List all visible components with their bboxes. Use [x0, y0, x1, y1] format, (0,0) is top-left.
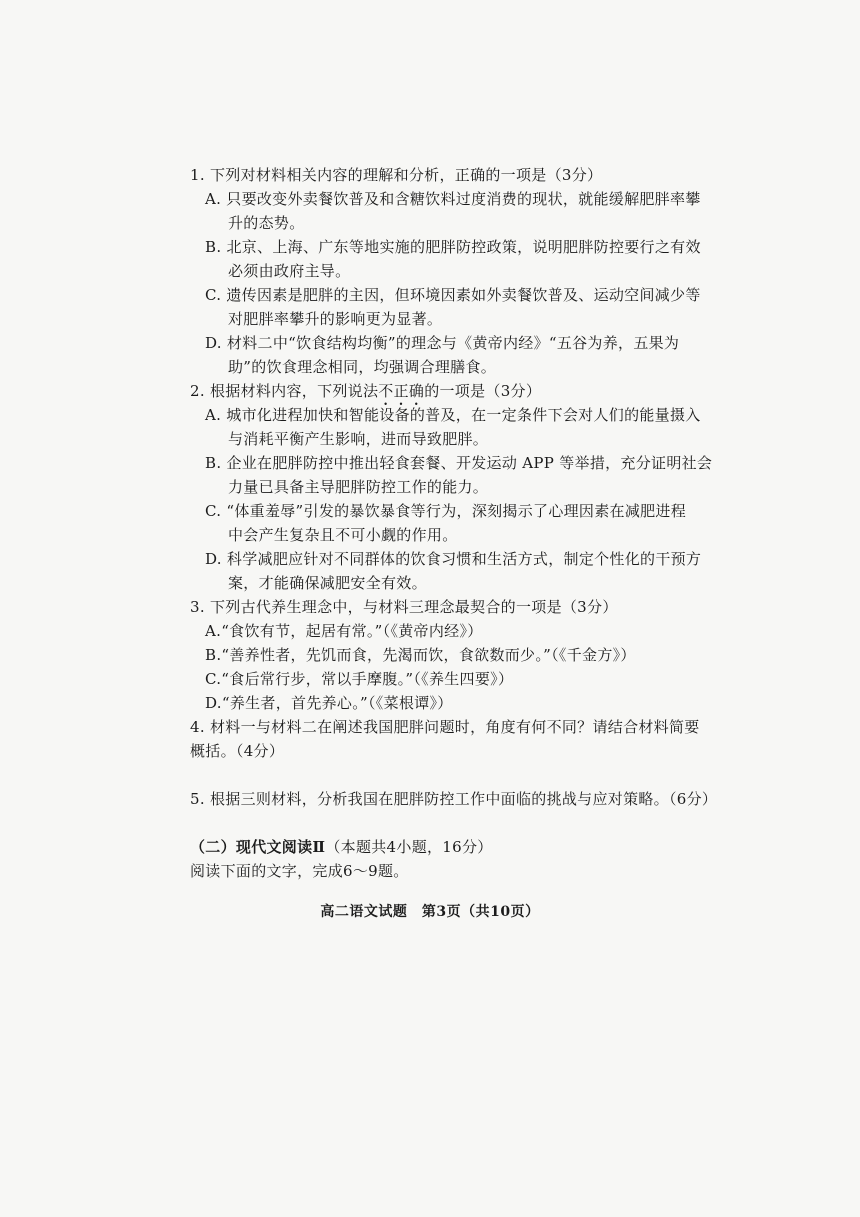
q2-option-c-line2: 中会产生复杂且不可小觑的作用。	[228, 526, 458, 544]
page-footer: 高二语文试题 第3页（共10页）	[320, 904, 540, 920]
q1-option-a-line1: A. 只要改变外卖餐饮普及和含糖饮料过度消费的现状，就能缓解肥胖率攀	[205, 190, 701, 208]
section-instruction: 阅读下面的文字，完成6～9题。	[190, 862, 409, 880]
q2-option-b-line2: 力量已具备主导肥胖防控工作的能力。	[228, 478, 489, 496]
q2-option-d-line2: 案，才能确保减肥安全有效。	[228, 574, 427, 592]
q3-option-c: C.“食后常行步，常以手摩腹。”（《养生四要》）	[205, 670, 514, 688]
q2-option-a-line2: 与消耗平衡产生影响，进而导致肥胖。	[228, 430, 489, 448]
q2-option-b-line1: B. 企业在肥胖防控中推出轻食套餐、开发运动 APP 等举措，充分证明社会	[205, 454, 713, 472]
section-title: （二）现代文阅读Ⅱ	[190, 838, 326, 856]
q3-stem: 3. 下列古代养生理念中，与材料三理念最契合的一项是（3分）	[190, 598, 618, 616]
q4-line2: 概括。（4分）	[190, 742, 285, 760]
q2-option-a-line1: A. 城市化进程加快和智能设备的普及，在一定条件下会对人们的能量摄入	[205, 406, 701, 424]
q1-option-d-line2: 助”的饮食理念相同，均强调合理膳食。	[228, 358, 497, 376]
q4-line1: 4. 材料一与材料二在阐述我国肥胖问题时，角度有何不同？请结合材料简要	[190, 718, 700, 736]
section-heading	[190, 837, 493, 857]
q1-option-b-line2: 必须由政府主导。	[228, 262, 351, 280]
q2-stem-prefix: 2. 根据材料内容，下列说法	[190, 382, 379, 400]
section-note: （本题共4小题，16分）	[325, 838, 493, 856]
q1-option-c-line2: 对肥胖率攀升的影响更为显著。	[228, 310, 443, 328]
q2-option-d-line1: D. 科学减肥应针对不同群体的饮食习惯和生活方式，制定个性化的干预方	[205, 550, 702, 568]
q3-option-d: D.“养生者，首先养心。”（《菜根谭》）	[205, 694, 453, 712]
q1-option-a-line2: 升的态势。	[228, 214, 305, 232]
q2-option-c-line1: C. “体重羞辱”引发的暴饮暴食等行为，深刻揭示了心理因素在减肥进程	[205, 502, 687, 520]
q1-stem: 1. 下列对材料相关内容的理解和分析，正确的一项是（3分）	[190, 166, 603, 184]
q1-option-d-line1: D. 材料二中“饮食结构均衡”的理念与《黄帝内经》“五谷为养，五果为	[205, 334, 680, 352]
q2-stem-suffix: 的一项是（3分）	[424, 382, 542, 400]
q1-option-b-line1: B. 北京、上海、广东等地实施的肥胖防控政策，说明肥胖防控要行之有效	[205, 238, 701, 256]
q1-option-c-line1: C. 遗传因素是肥胖的主因，但环境因素如外卖餐饮普及、运动空间减少等	[205, 286, 701, 304]
q5: 5. 根据三则材料，分析我国在肥胖防控工作中面临的挑战与应对策略。（6分）	[190, 790, 718, 808]
q2-stem-emphasis: 不正确	[378, 382, 425, 400]
q3-option-b: B.“善养性者，先饥而食，先渴而饮，食欲数而少。”（《千金方》）	[205, 646, 636, 664]
q3-option-a: A.“食饮有节，起居有常。”（《黄帝内经》）	[205, 622, 483, 640]
